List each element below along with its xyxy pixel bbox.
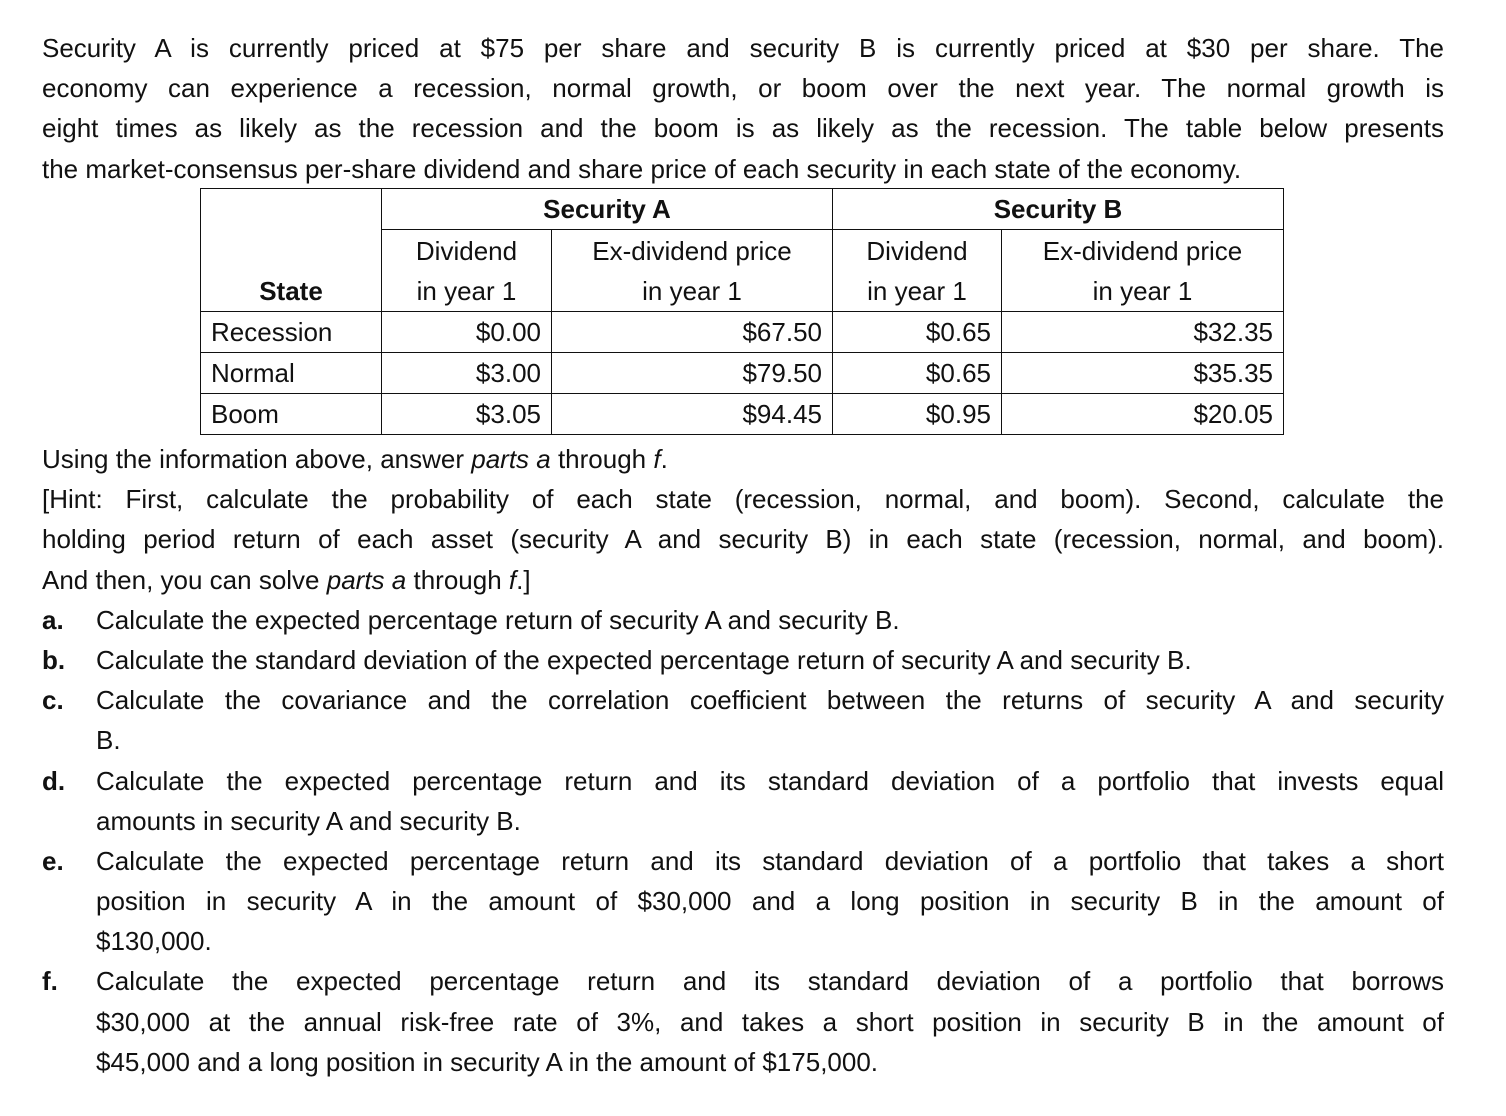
hint-line: holding period return of each asset (security A and security B) in each state (recession, normal, and boom). bbox=[42, 524, 1444, 555]
question-line: Calculate the expected percentage return and its standard deviation of a portfolio that takes a short bbox=[96, 845, 1444, 876]
cell-b-price: $35.35 bbox=[1002, 353, 1284, 394]
question-label: a. bbox=[42, 604, 64, 635]
question-d bbox=[42, 761, 1444, 841]
question-line: Calculate the expected percentage return of security A and security B. bbox=[96, 604, 900, 635]
question-line: $45,000 and a long position in security A in the amount of $175,000. bbox=[96, 1046, 879, 1077]
question-line: Calculate the expected percentage return and its standard deviation of a portfolio that invests equal bbox=[96, 765, 1444, 796]
question-label: f. bbox=[42, 966, 58, 997]
question-line: amounts in security A and security B. bbox=[96, 805, 521, 836]
question-line: Calculate the expected percentage return and its standard deviation of a portfolio that borrows bbox=[96, 966, 1444, 997]
question-b bbox=[42, 640, 1444, 680]
question-line: Calculate the covariance and the correlation coefficient between the returns of security A and security bbox=[96, 685, 1444, 716]
cell-a-div: $0.00 bbox=[382, 312, 552, 353]
text-segment: Using the information above, answer bbox=[42, 444, 472, 474]
state-header: State bbox=[201, 189, 382, 312]
table-row bbox=[201, 394, 1284, 435]
question-line: $30,000 at the annual risk-free rate of 3%, and takes a short position in security B in the amount of bbox=[96, 1006, 1444, 1037]
text-segment: .] bbox=[516, 564, 531, 595]
cell-b-price: $20.05 bbox=[1002, 394, 1284, 435]
question-line: $130,000. bbox=[96, 926, 212, 957]
intro-paragraph bbox=[42, 28, 1444, 189]
cell-a-price: $94.45 bbox=[552, 394, 833, 435]
question-c bbox=[42, 680, 1444, 760]
text-segment: f bbox=[508, 564, 517, 595]
instruction-line bbox=[42, 439, 1444, 479]
text-segment: through bbox=[406, 564, 509, 595]
text-segment: And then, you can solve bbox=[42, 564, 327, 595]
cell-state: Boom bbox=[201, 394, 382, 435]
text-segment: . bbox=[660, 444, 668, 474]
table-row bbox=[201, 353, 1284, 394]
a-dividend-header: Dividend in year 1 bbox=[382, 230, 552, 312]
question-line: B. bbox=[96, 725, 121, 756]
intro-line: the market-consensus per-share dividend and share price of each security in each state of the economy. bbox=[42, 153, 1242, 184]
hint-line: [Hint: First, calculate the probability of each state (recession, normal, and boom). Second, calculate the bbox=[42, 484, 1444, 515]
intro-line: Security A is currently priced at $75 per share and security B is currently priced at $30 per share. The bbox=[42, 33, 1444, 63]
cell-b-div: $0.65 bbox=[833, 353, 1002, 394]
intro-line: eight times as likely as the recession and the boom is as likely as the recession. The table below presents bbox=[42, 113, 1444, 144]
cell-b-div: $0.95 bbox=[833, 394, 1002, 435]
cell-b-div: $0.65 bbox=[833, 312, 1002, 353]
security-table bbox=[200, 188, 1284, 435]
cell-state: Recession bbox=[201, 312, 382, 353]
question-line: Calculate the standard deviation of the expected percentage return of security A and security B. bbox=[96, 644, 1192, 675]
security-a-header: Security A bbox=[382, 189, 833, 230]
question-f bbox=[42, 961, 1444, 1082]
question-e bbox=[42, 841, 1444, 962]
intro-line: economy can experience a recession, normal growth, or boom over the next year. The normal growth is bbox=[42, 73, 1444, 104]
question-label: e. bbox=[42, 845, 64, 876]
question-label: b. bbox=[42, 644, 66, 675]
cell-state: Normal bbox=[201, 353, 382, 394]
security-b-header: Security B bbox=[833, 189, 1284, 230]
question-a bbox=[42, 600, 1444, 640]
question-label: c. bbox=[42, 685, 64, 716]
hint-line bbox=[42, 560, 1444, 600]
questions-section bbox=[42, 439, 1444, 1082]
question-line: position in security A in the amount of $30,000 and a long position in security B in the amount of bbox=[96, 886, 1444, 917]
text-segment: through bbox=[550, 444, 654, 474]
text-segment: f bbox=[653, 444, 661, 474]
question-label: d. bbox=[42, 765, 66, 796]
b-price-header: Ex-dividend price in year 1 bbox=[1002, 230, 1284, 312]
cell-a-price: $79.50 bbox=[552, 353, 833, 394]
cell-a-price: $67.50 bbox=[552, 312, 833, 353]
cell-a-div: $3.05 bbox=[382, 394, 552, 435]
cell-a-div: $3.00 bbox=[382, 353, 552, 394]
table-row bbox=[201, 312, 1284, 353]
b-dividend-header: Dividend in year 1 bbox=[833, 230, 1002, 312]
a-price-header: Ex-dividend price in year 1 bbox=[552, 230, 833, 312]
cell-b-price: $32.35 bbox=[1002, 312, 1284, 353]
text-segment: parts a bbox=[471, 444, 551, 474]
text-segment: parts a bbox=[326, 564, 407, 595]
